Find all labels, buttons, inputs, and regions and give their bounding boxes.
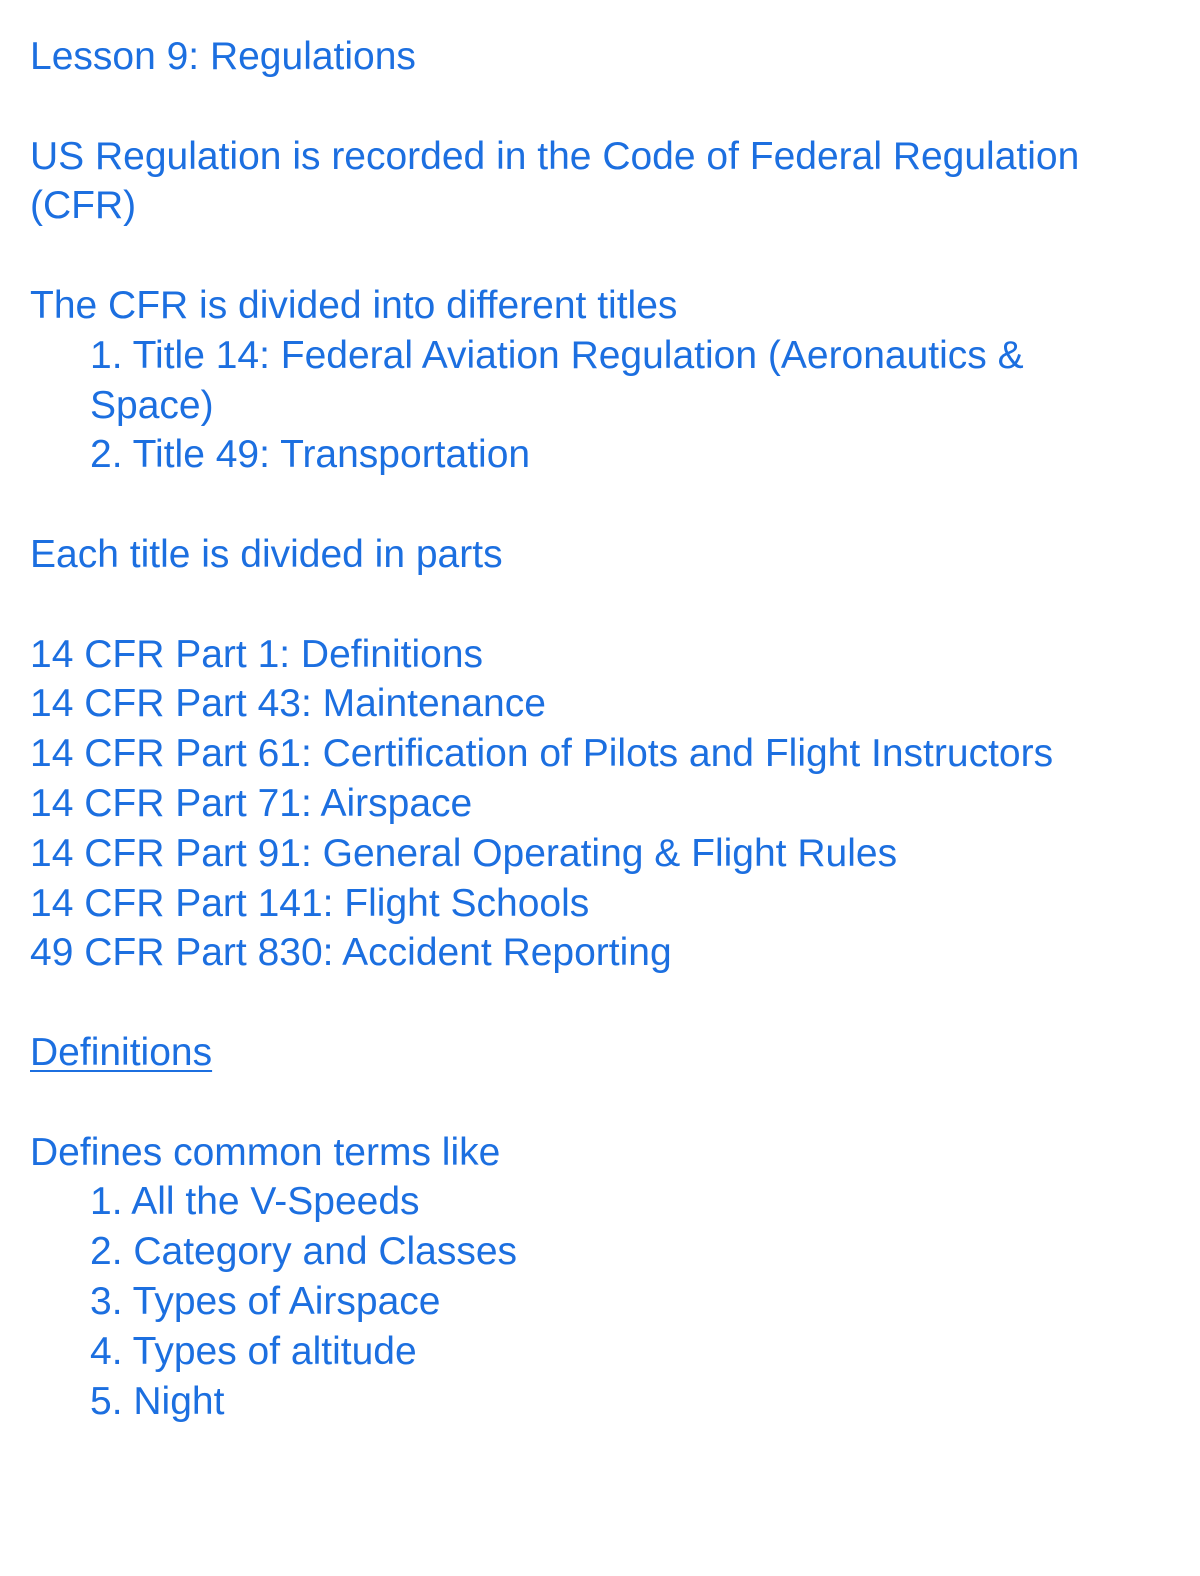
spacer bbox=[30, 580, 1180, 630]
part-item: 14 CFR Part 43: Maintenance bbox=[30, 682, 546, 726]
definitions-intro: Defines common terms like bbox=[30, 1130, 501, 1174]
intro-line-1: US Regulation is recorded in the Code of Federal Regulation bbox=[30, 134, 1080, 178]
part-item: 14 CFR Part 61: Certification of Pilots and Flight Instructors bbox=[30, 732, 1054, 776]
part-item: 14 CFR Part 71: Airspace bbox=[30, 781, 473, 825]
definition-item: 1. All the V-Speeds bbox=[90, 1180, 420, 1224]
definition-item: 5. Night bbox=[90, 1379, 225, 1423]
part-item: 14 CFR Part 1: Definitions bbox=[30, 632, 484, 676]
definition-item: 4. Types of altitude bbox=[90, 1329, 417, 1373]
spacer bbox=[30, 82, 1180, 132]
definition-item: 3. Types of Airspace bbox=[90, 1279, 441, 1323]
part-item: 14 CFR Part 141: Flight Schools bbox=[30, 881, 590, 925]
spacer bbox=[30, 480, 1180, 530]
intro-line-2: (CFR) bbox=[30, 184, 137, 228]
parts-heading: Each title is divided in parts bbox=[30, 532, 503, 576]
part-item: 14 CFR Part 91: General Operating & Flight Rules bbox=[30, 831, 898, 875]
definitions-list bbox=[30, 1177, 1180, 1426]
part-item: 49 CFR Part 830: Accident Reporting bbox=[30, 931, 672, 975]
parts-list bbox=[30, 630, 1180, 979]
titles-heading: The CFR is divided into different titles bbox=[30, 283, 678, 327]
spacer bbox=[30, 1078, 1180, 1128]
spacer bbox=[30, 231, 1180, 281]
title-item-2: 2. Title 49: Transportation bbox=[90, 433, 531, 477]
document-page bbox=[30, 32, 1180, 1426]
definition-item: 2. Category and Classes bbox=[90, 1230, 518, 1274]
lesson-title: Lesson 9: Regulations bbox=[30, 35, 416, 78]
spacer bbox=[30, 978, 1180, 1028]
title-item-1: 1. Title 14: Federal Aviation Regulation (Aeronautics & bbox=[90, 333, 1024, 377]
title-item-1-continued: Space) bbox=[90, 383, 214, 427]
definitions-heading: Definitions bbox=[30, 1030, 213, 1074]
